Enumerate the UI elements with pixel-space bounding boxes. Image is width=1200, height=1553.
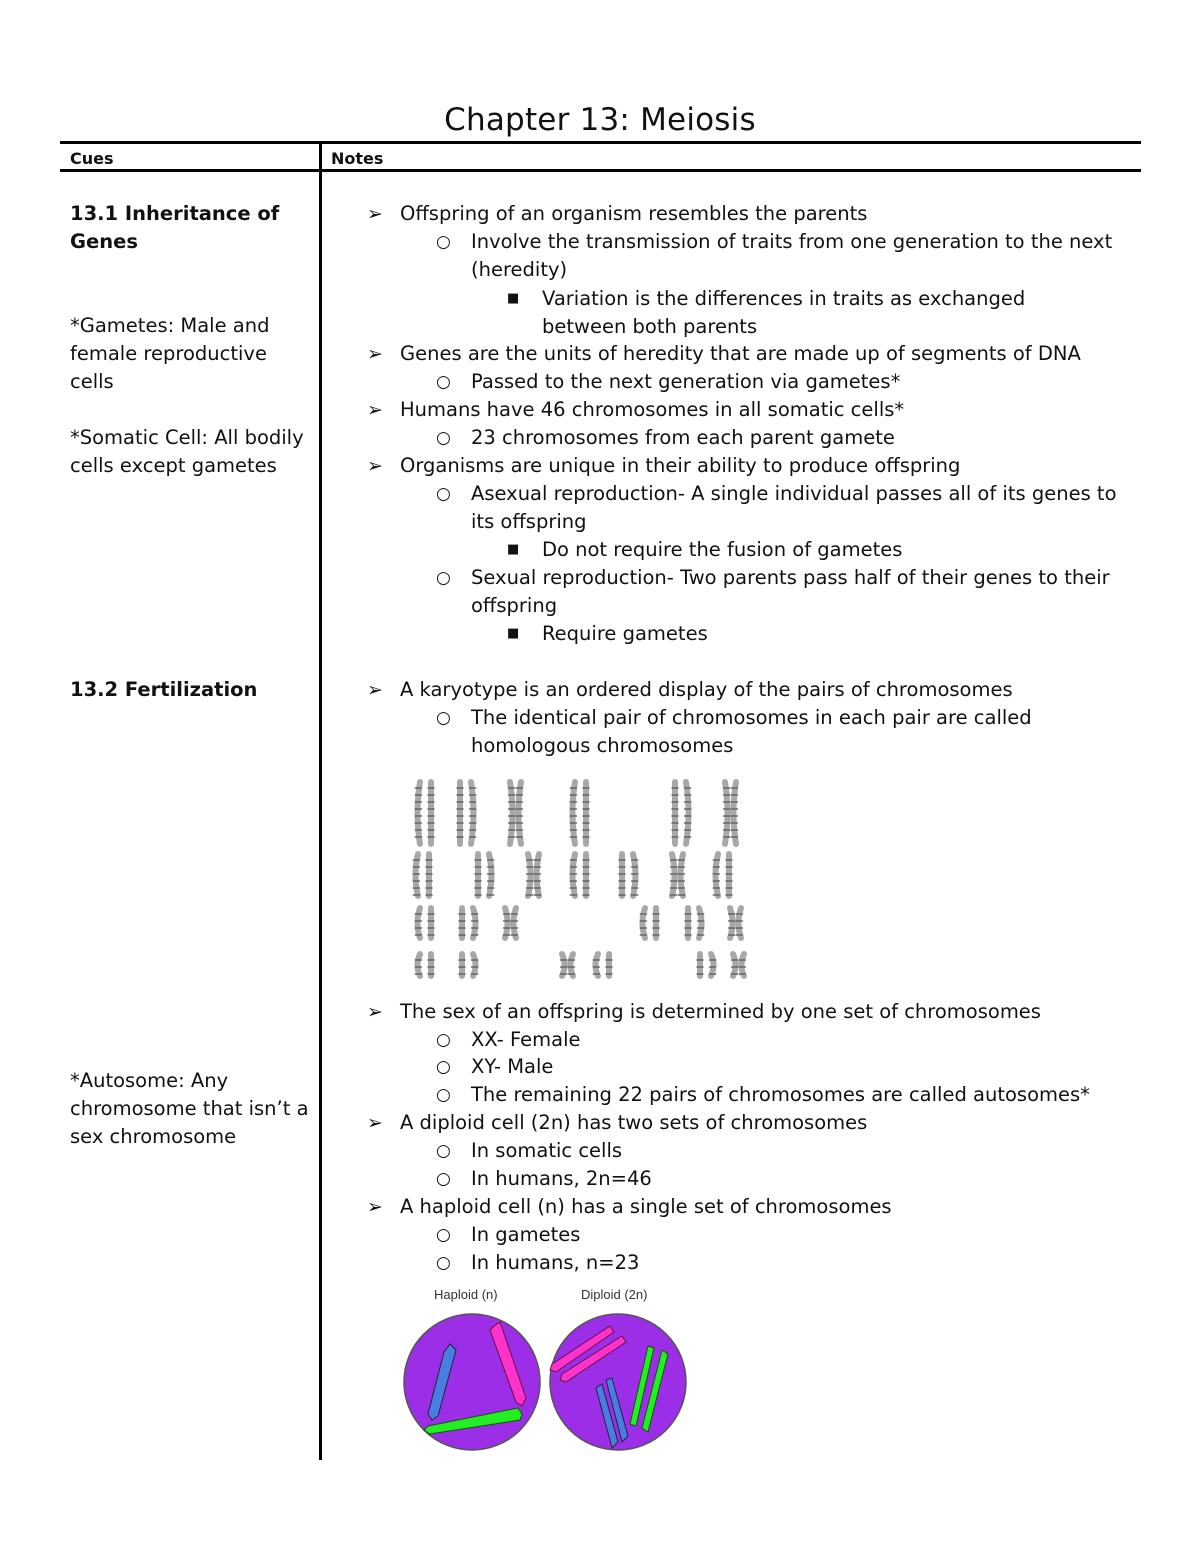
note-haploid: A haploid cell (n) has a single set of chromosomes bbox=[400, 1195, 892, 1218]
note-in-somatic: In somatic cells bbox=[471, 1139, 623, 1162]
note-xy-male: XY- Male bbox=[471, 1055, 554, 1078]
chromosome-shape bbox=[519, 782, 522, 844]
chromosome-shape bbox=[418, 782, 421, 844]
chromosome-shape bbox=[562, 954, 565, 976]
circle-bullet-icon: ○ bbox=[436, 1253, 451, 1273]
arrow-bullet-icon: ➢ bbox=[367, 679, 383, 701]
note-46-chromosomes: Humans have 46 chromosomes in all somatic cells* bbox=[400, 398, 905, 421]
chromosome-shape bbox=[505, 908, 508, 938]
note-diploid: A diploid cell (2n) has two sets of chromosomes bbox=[400, 1111, 868, 1134]
chromosome-shape bbox=[739, 908, 742, 938]
circle-bullet-icon: ○ bbox=[436, 1030, 451, 1050]
notes-header: Notes bbox=[331, 149, 384, 168]
note-2n-46: In humans, 2n=46 bbox=[471, 1167, 652, 1190]
chromosome-shape bbox=[725, 782, 728, 844]
arrow-bullet-icon: ➢ bbox=[367, 1001, 383, 1023]
arrow-bullet-icon: ➢ bbox=[367, 455, 383, 477]
chromosome-shape bbox=[418, 908, 421, 938]
top-rule bbox=[60, 141, 1141, 144]
arrow-bullet-icon: ➢ bbox=[367, 1112, 383, 1134]
note-passed: Passed to the next generation via gametes* bbox=[471, 370, 901, 393]
chromosome-shape bbox=[742, 954, 745, 976]
arrow-bullet-icon: ➢ bbox=[367, 343, 383, 365]
cue-autosome: *Autosome: Any chromosome that isn’t a sex chromosome bbox=[70, 1069, 309, 1148]
arrow-bullet-icon: ➢ bbox=[367, 203, 383, 225]
note-in-gametes: In gametes bbox=[471, 1223, 581, 1246]
circle-bullet-icon: ○ bbox=[436, 372, 451, 392]
circle-bullet-icon: ○ bbox=[436, 708, 451, 728]
cue-gametes: *Gametes: Male and female reproductive cells bbox=[70, 314, 270, 393]
arrow-bullet-icon: ➢ bbox=[367, 399, 383, 421]
circle-bullet-icon: ○ bbox=[436, 232, 451, 252]
arrow-bullet-icon: ➢ bbox=[367, 1196, 383, 1218]
note-xx-female: XX- Female bbox=[471, 1028, 581, 1051]
circle-bullet-icon: ○ bbox=[436, 1141, 451, 1161]
haploid-label: Haploid (n) bbox=[434, 1287, 498, 1302]
note-sexual: Sexual reproduction- Two parents pass half of their genes to their offspring bbox=[471, 566, 1110, 617]
note-genes: Genes are the units of heredity that are made up of segments of DNA bbox=[400, 342, 1081, 365]
note-offspring: Offspring of an organism resembles the parents bbox=[400, 202, 868, 225]
chromosome-shape bbox=[596, 954, 599, 976]
chromosome-shape bbox=[510, 782, 513, 844]
circle-bullet-icon: ○ bbox=[436, 1169, 451, 1189]
chromosome-shape bbox=[711, 954, 714, 976]
note-require-gametes: Require gametes bbox=[542, 622, 708, 645]
note-homologous: The identical pair of chromosomes in each pair are called homologous chromosomes bbox=[471, 706, 1032, 757]
note-no-fusion: Do not require the fusion of gametes bbox=[542, 538, 903, 561]
note-23-chromosomes: 23 chromosomes from each parent gamete bbox=[471, 426, 895, 449]
haploid-cell bbox=[404, 1314, 540, 1450]
chromosome-shape bbox=[699, 908, 702, 938]
circle-bullet-icon: ○ bbox=[436, 484, 451, 504]
cue-somatic-cell: *Somatic Cell: All bodily cells except gametes bbox=[70, 426, 304, 477]
square-bullet-icon: ■ bbox=[507, 542, 520, 557]
chromosome-shape bbox=[473, 908, 476, 938]
diploid-label: Diploid (2n) bbox=[581, 1287, 648, 1302]
note-n-23: In humans, n=23 bbox=[471, 1251, 640, 1274]
chromosome-shape bbox=[471, 782, 474, 844]
note-transmission: Involve the transmission of traits from one generation to the next (heredity) bbox=[471, 230, 1113, 281]
note-unique: Organisms are unique in their ability to produce offspring bbox=[400, 454, 961, 477]
circle-bullet-icon: ○ bbox=[436, 568, 451, 588]
circle-bullet-icon: ○ bbox=[436, 1057, 451, 1077]
note-asexual: Asexual reproduction- A single individual passes all of its genes to its offspring bbox=[471, 482, 1117, 533]
note-autosomes: The remaining 22 pairs of chromosomes are called autosomes* bbox=[471, 1083, 1090, 1106]
chromosome-shape bbox=[514, 908, 517, 938]
page-title: Chapter 13: Meiosis bbox=[444, 102, 756, 138]
cue-section-13-1: 13.1 Inheritance of Genes bbox=[70, 202, 280, 253]
chromosome-shape bbox=[573, 782, 576, 844]
note-karyotype: A karyotype is an ordered display of the pairs of chromosomes bbox=[400, 678, 1013, 701]
chromosome-shape bbox=[734, 782, 737, 844]
note-variation: Variation is the differences in traits as exchanged between both parents bbox=[542, 287, 1026, 338]
chromosome-shape bbox=[473, 954, 476, 976]
circle-bullet-icon: ○ bbox=[436, 1085, 451, 1105]
chromosome-shape bbox=[733, 954, 736, 976]
chromosome-shape bbox=[418, 954, 421, 976]
column-divider bbox=[319, 141, 322, 1460]
cues-header: Cues bbox=[70, 149, 114, 168]
haploid-diploid-figure bbox=[400, 1310, 692, 1458]
diploid-cell bbox=[550, 1314, 686, 1450]
chromosome-shape bbox=[571, 954, 574, 976]
note-sex-determination: The sex of an offspring is determined by one set of chromosomes bbox=[400, 1000, 1041, 1023]
chromosome-shape bbox=[686, 782, 689, 844]
square-bullet-icon: ■ bbox=[507, 626, 520, 641]
chromosome-shape bbox=[730, 908, 733, 938]
circle-bullet-icon: ○ bbox=[436, 428, 451, 448]
cue-section-13-2: 13.2 Fertilization bbox=[70, 678, 258, 701]
chromosome-shape bbox=[643, 908, 646, 938]
header-rule bbox=[60, 169, 1141, 172]
karyotype-image bbox=[400, 762, 750, 990]
circle-bullet-icon: ○ bbox=[436, 1225, 451, 1245]
square-bullet-icon: ■ bbox=[507, 291, 520, 306]
